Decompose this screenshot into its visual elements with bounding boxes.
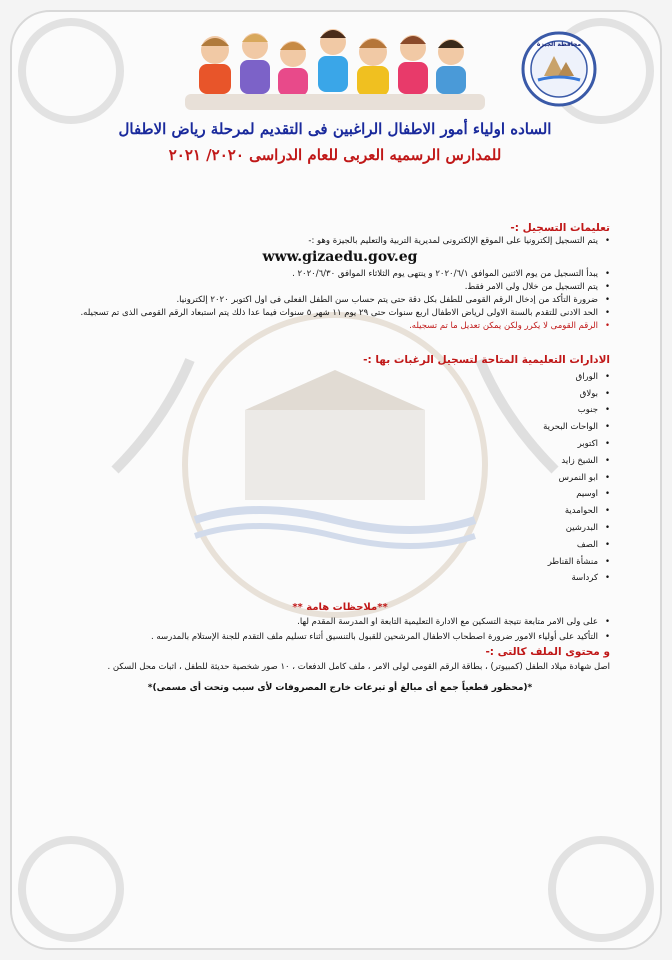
registration-section bbox=[70, 222, 610, 333]
corner-ornament bbox=[548, 836, 654, 942]
department-item: • اكتوبر bbox=[70, 436, 610, 453]
file-contents-warning: *(محظور قطعياً جمع أى مبالغ أو تبرعات خارج المصروفات لأى سبب وتحت أى مسمى)* bbox=[147, 683, 533, 693]
department-item: • الصف bbox=[70, 537, 610, 554]
department-item: • البدرشين bbox=[70, 520, 610, 537]
logo-text: محافظة الجيزة bbox=[536, 41, 582, 48]
website-url: www.gizaedu.gov.eg bbox=[262, 249, 418, 265]
department-item: • الحوامدية bbox=[70, 503, 610, 520]
department-item: • منشأة القناطر bbox=[70, 554, 610, 571]
notes-section bbox=[70, 600, 610, 696]
department-item: • الوراق bbox=[70, 369, 610, 386]
page-subtitle: للمدارس الرسميه العربى للعام الدراسى ٢٠٢٠/ ٢٠٢١ bbox=[168, 146, 502, 164]
registration-intro: • يتم التسجيل إلكترونيا على الموقع الإلكترونى لمديرية التربية والتعليم بالجيزة وهو :- bbox=[70, 235, 610, 248]
departments-section bbox=[70, 352, 610, 587]
file-contents-text: اصل شهادة ميلاد الطفل (كمبيوتر) ، بطاقة الرقم القومى لولى الامر ، ملف كامل الدفعات ، ١٠ صور شخصية حديثة للطفل ، اثبات محل السكن . bbox=[107, 662, 610, 672]
note-item: • التأكيد على أولياء الامور ضرورة اصطحاب الاطفال المرشحين للقبول بالتنسيق أثناء تسليم ملف التقدم للجنة الإستلام بالمدرسه . bbox=[70, 630, 610, 645]
registration-item: • يتم التسجيل من خلال ولى الامر فقط. bbox=[70, 281, 610, 294]
departments-heading: الادارات التعليمية المتاحة لتسجيل الرغبات بها :- bbox=[363, 354, 610, 366]
registration-item: • يبدأ التسجيل من يوم الاثنين الموافق ٢٠٢٠/٦/١ و ينتهى يوم الثلاثاء الموافق ٢٠٢٠/٦/٣٠ . bbox=[70, 268, 610, 281]
url-row bbox=[70, 248, 610, 268]
department-item: • الواحات البحرية bbox=[70, 419, 610, 436]
registration-heading: تعليمات التسجيل :- bbox=[510, 222, 610, 234]
department-item: • اوسيم bbox=[70, 486, 610, 503]
department-item: • ابو النمرس bbox=[70, 470, 610, 487]
corner-ornament bbox=[18, 18, 124, 124]
registration-warning: • الرقم القومى لا يكرر ولكن يمكن تعديل ما تم تسجيله. bbox=[70, 320, 610, 333]
department-item: • كرداسة bbox=[70, 570, 610, 587]
page-title: الساده اولياء أمور الاطفال الراغبين فى التقديم لمرحلة رياض الاطفال bbox=[118, 120, 552, 138]
department-item: • بولاق bbox=[70, 386, 610, 403]
children-illustration bbox=[185, 22, 485, 117]
department-item: • جنوب bbox=[70, 402, 610, 419]
department-item: • الشيخ زايد bbox=[70, 453, 610, 470]
note-item: • على ولى الامر متابعة نتيجة التسكين مع الادارة التعليمية التابعة او المدرسة المقدم لها. bbox=[70, 615, 610, 630]
giza-governorate-logo bbox=[520, 30, 598, 108]
notes-heading: **ملاحظات هامة ** bbox=[292, 602, 388, 613]
file-contents-heading: و محتوى الملف كالتى :- bbox=[485, 646, 610, 658]
corner-ornament bbox=[18, 836, 124, 942]
registration-item: • ضرورة التأكد من إدخال الرقم القومى للطفل بكل دقة حتى يتم حساب سن الطفل الفعلى فى اول اكتوبر ٢٠٢٠ إلكترونيا. bbox=[70, 294, 610, 307]
registration-item: • الحد الادنى للتقدم بالسنة الاولى لرياض الاطفال اربع سنوات حتى ٢٩ يوم ١١ شهر ٥ سنوات فيما عدا ذلك يتم استبعاد الرقم القومى الذى تم تسجيله. bbox=[70, 307, 610, 320]
